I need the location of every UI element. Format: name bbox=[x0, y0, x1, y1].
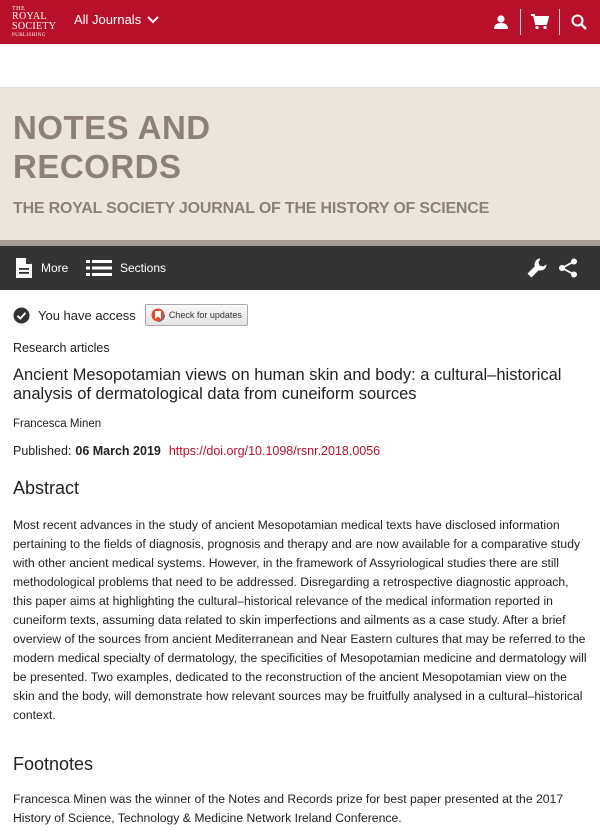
header-actions bbox=[486, 0, 600, 44]
crossmark-icon bbox=[151, 308, 165, 322]
abstract-text: Most recent advances in the study of ancient Mesopotamian medical texts have disclosed information pertaining to the fields of diagnosis, prognosis and therapy and are now available for a comparative study with other ancient medical systems. However, in the framework of Assyriological studies there are still methodological problems that need to be addressed. Disregarding a retrospective diagnostic approach, this paper aims at highlighting the cultural–historical relevance of the medical information reported in cuneiform texts, assuming data related to skin imperfections and ailments as a case study. After a brief overview of the sources from ancient Mediterranean and Near Eastern cultures that may be referred to the modern medical specialty of dermatology, the specificities of Mesopotamian medicine and dermatology will be presented. Two examples, dedicated to the reconstruction of the ancient Mesopotamian view on the skin and the body, will demonstrate how relevant sources may be fruitfully analysed in a cultural–historical context. bbox=[13, 518, 587, 722]
article-toolbar bbox=[0, 246, 600, 290]
published-date: 06 March 2019 bbox=[75, 444, 161, 458]
top-bar bbox=[0, 0, 600, 44]
logo-line-3: PUBLISHING bbox=[12, 33, 46, 38]
article-category: Research articles bbox=[13, 341, 110, 355]
abstract-heading: Abstract bbox=[13, 478, 80, 498]
more-button[interactable] bbox=[15, 246, 68, 290]
logo-line-2: ROYAL SOCIETY bbox=[12, 11, 57, 32]
search-icon[interactable] bbox=[564, 0, 594, 44]
published-line bbox=[13, 444, 380, 458]
footnote-text: Francesca Minen was the winner of the Notes and Records prize for best paper presented at the 2017 History of Science, Technology & Medicine Network Ireland Conference. bbox=[13, 792, 564, 825]
header-spacer bbox=[0, 44, 600, 88]
tools-button[interactable] bbox=[526, 246, 548, 290]
divider bbox=[520, 9, 521, 35]
list-icon bbox=[86, 259, 112, 277]
user-icon[interactable] bbox=[486, 0, 516, 44]
check-for-updates-label: Check for updates bbox=[168, 310, 242, 320]
check-circle-icon bbox=[13, 307, 30, 324]
article-author[interactable]: Francesca Minen bbox=[13, 418, 102, 430]
journal-title[interactable]: NOTES AND RECORDS bbox=[13, 109, 211, 185]
all-journals-dropdown[interactable] bbox=[74, 12, 159, 27]
access-label: You have access bbox=[38, 307, 136, 323]
royal-society-logo[interactable] bbox=[12, 6, 58, 38]
chevron-down-icon bbox=[147, 16, 159, 24]
divider bbox=[559, 9, 560, 35]
logo-line-1: THE bbox=[12, 6, 26, 12]
access-row bbox=[13, 304, 248, 326]
wrench-icon bbox=[526, 257, 548, 279]
all-journals-label: All Journals bbox=[74, 12, 142, 27]
check-for-updates-button[interactable] bbox=[145, 304, 248, 326]
sections-button[interactable] bbox=[86, 246, 166, 290]
journal-subtitle: THE ROYAL SOCIETY JOURNAL OF THE HISTORY OF SCIENCE bbox=[13, 200, 490, 217]
more-label: More bbox=[41, 261, 69, 275]
sections-label: Sections bbox=[120, 261, 167, 275]
cart-icon[interactable] bbox=[525, 0, 555, 44]
published-label: Published: bbox=[13, 444, 72, 458]
doi-link[interactable]: https://doi.org/10.1098/rsnr.2018.0056 bbox=[168, 444, 381, 458]
article-title: Ancient Mesopotamian views on human skin and body: a cultural–historical analysis of dermatological data from cuneiform sources bbox=[13, 366, 562, 403]
footnotes-heading: Footnotes bbox=[13, 754, 94, 774]
document-icon bbox=[15, 257, 33, 279]
share-button[interactable] bbox=[558, 246, 578, 290]
share-icon bbox=[558, 258, 578, 278]
